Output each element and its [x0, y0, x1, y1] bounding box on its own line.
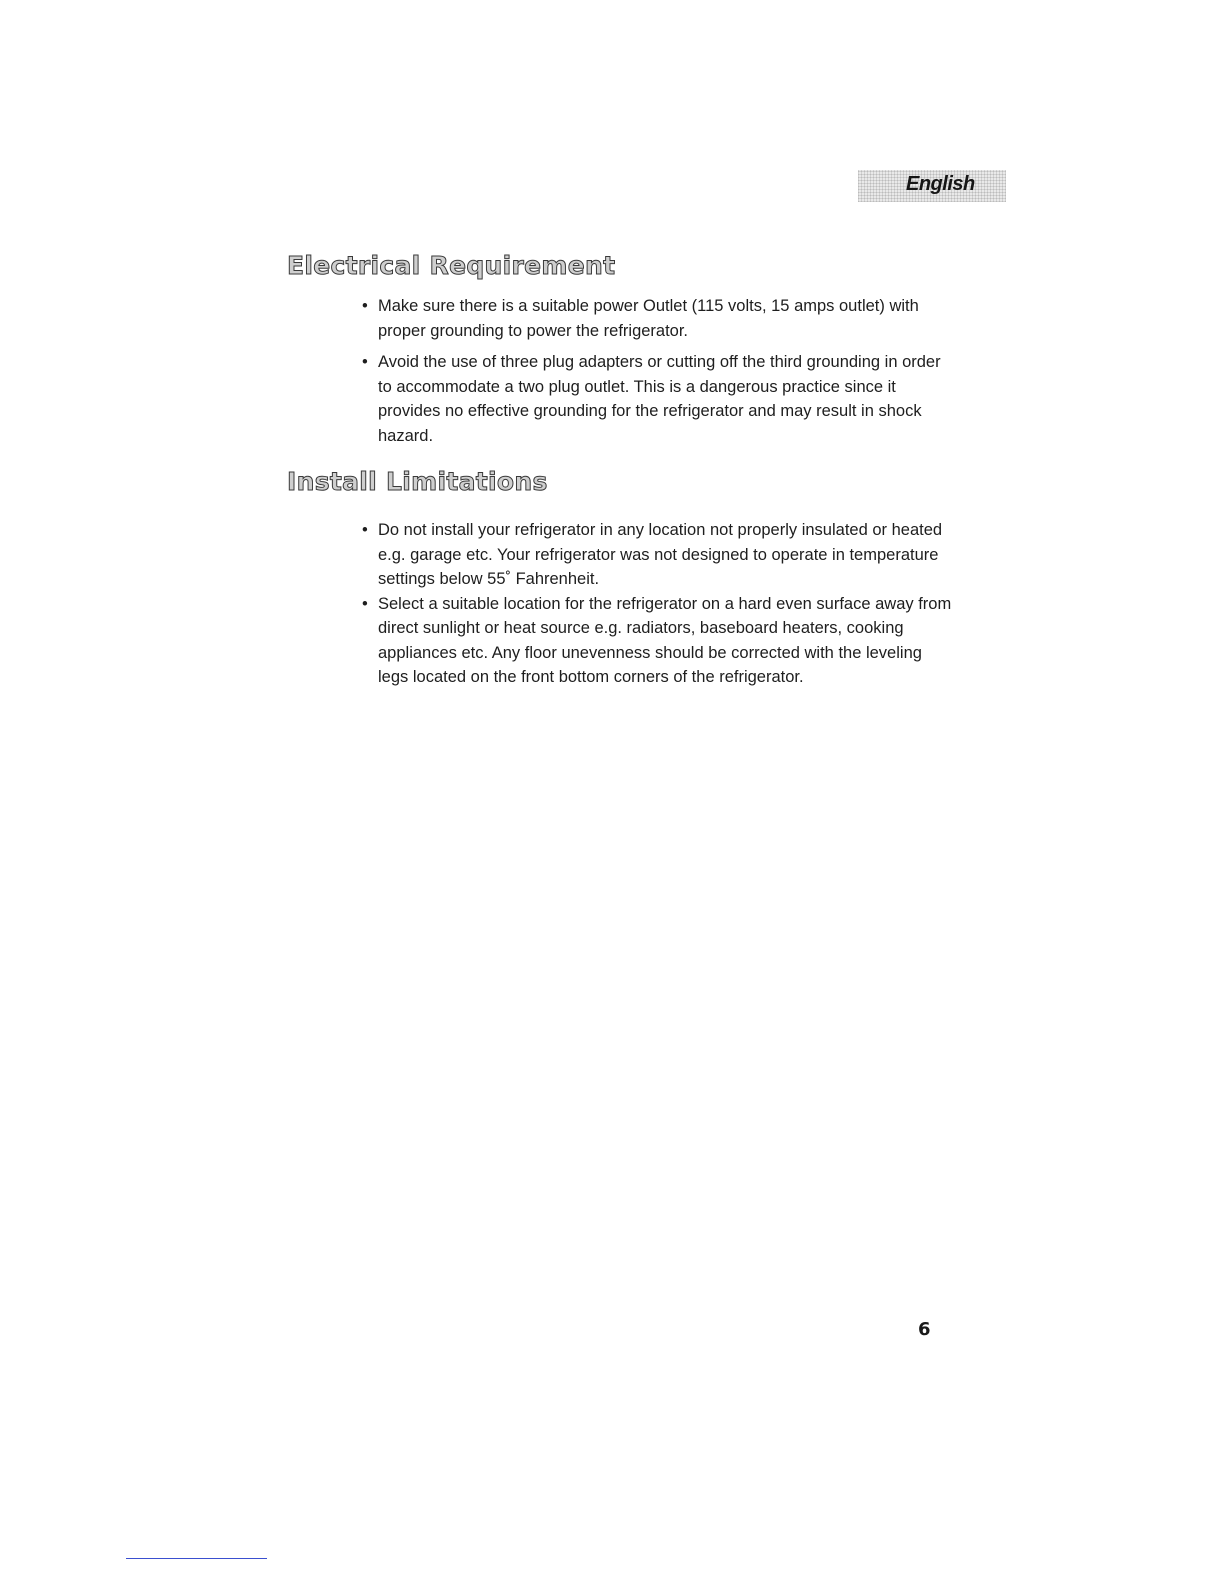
electrical-requirement-heading: Electrical Requirement	[287, 251, 616, 280]
bullet-icon: •	[362, 594, 368, 613]
footnote-divider	[126, 1558, 267, 1559]
list-item-text: Make sure there is a suitable power Outlet (115 volts, 15 amps outlet) with proper grounding to power the refrigerator.	[378, 297, 919, 340]
page-number: 6	[918, 1319, 931, 1340]
install-limitations-heading: Install Limitations	[287, 467, 548, 496]
list-item-text: Avoid the use of three plug adapters or cutting off the third grounding in order to accommodate a two plug outlet. This is a dangerous practice since it provides no effective grounding for the refrigerator and may result in shock hazard.	[378, 353, 941, 445]
language-tab-label: English	[906, 173, 975, 195]
list-item-text: Select a suitable location for the refrigerator on a hard even surface away from direct sunlight or heat source e.g. radiators, baseboard heaters, cooking appliances etc. Any floor unevenness should be corrected with the leveling legs located on the front bottom corners of the refrigerator.	[378, 594, 952, 686]
bullet-icon: •	[362, 353, 368, 371]
install-limitations-list	[352, 518, 952, 690]
language-tab	[858, 170, 1006, 202]
list-item	[352, 592, 952, 690]
list-item	[352, 518, 952, 592]
list-item-text: Do not install your refrigerator in any location not properly insulated or heated e.g. garage etc. Your refrigerator was not designed to operate in temperature settings below 55˚ Fahrenheit.	[378, 521, 943, 588]
electrical-requirement-list	[352, 294, 952, 448]
list-item	[352, 350, 952, 448]
bullet-icon: •	[362, 521, 368, 539]
bullet-icon: •	[362, 297, 368, 315]
list-item	[352, 294, 952, 343]
